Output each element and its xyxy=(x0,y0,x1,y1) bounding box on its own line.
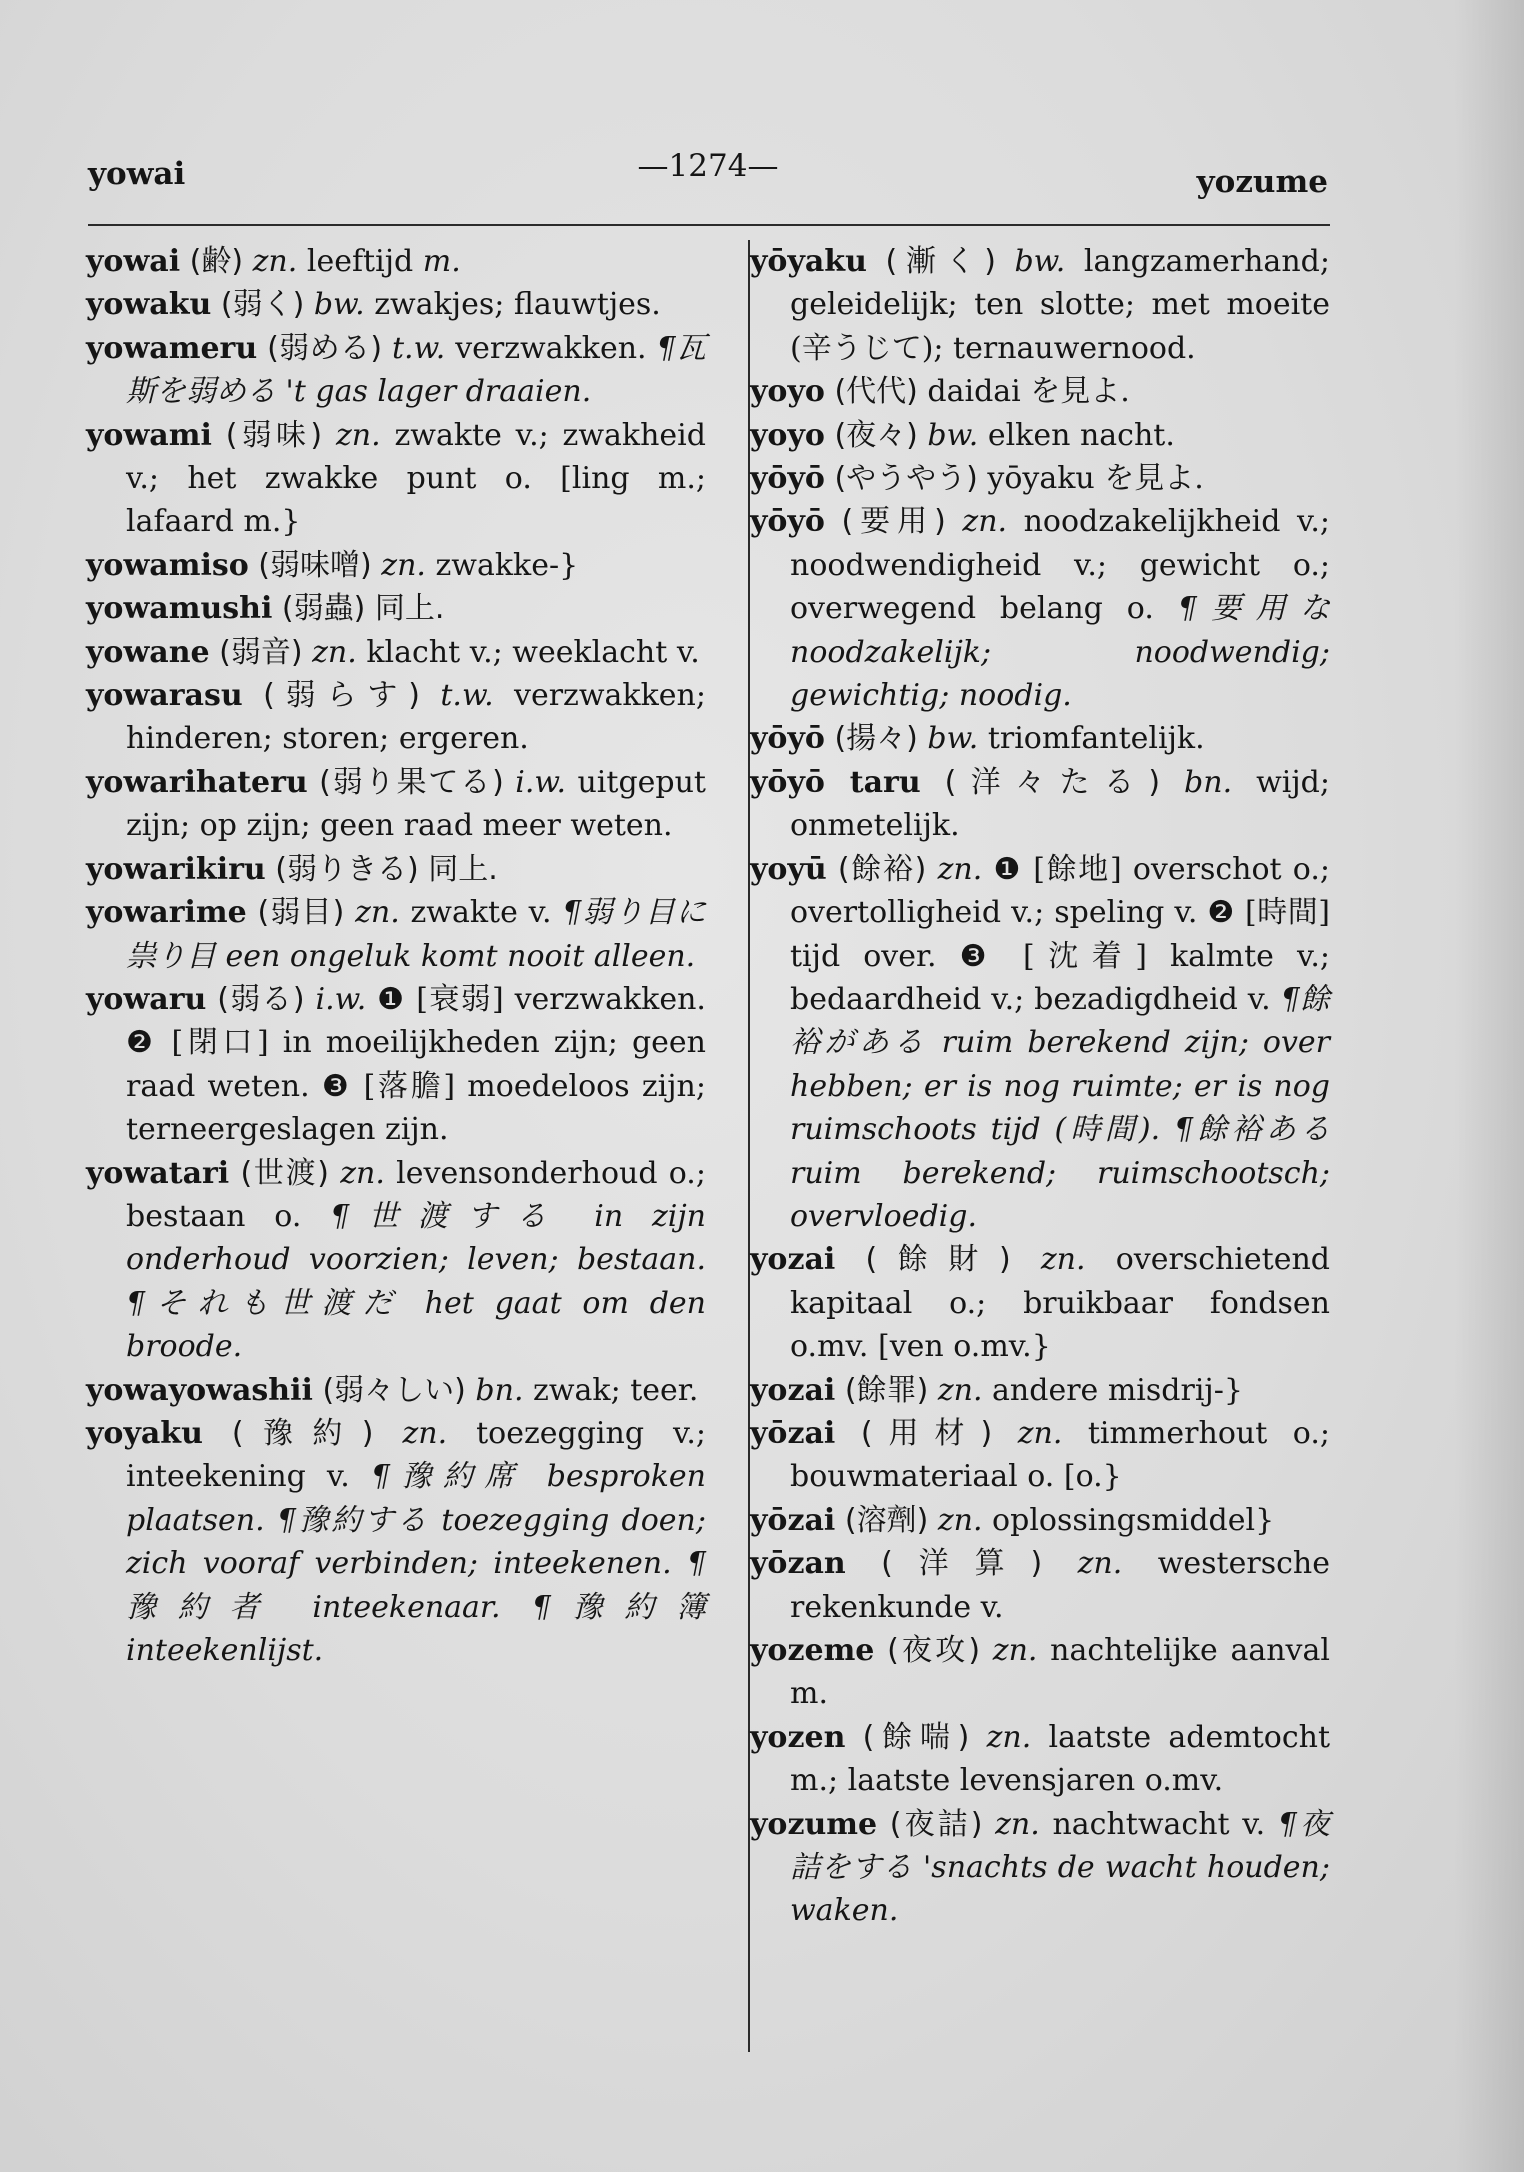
kanji: (洋算) xyxy=(881,1546,1043,1582)
part-of-speech: zn. xyxy=(995,1806,1040,1842)
dictionary-entry xyxy=(750,717,1330,760)
dictionary-entry xyxy=(86,1369,706,1412)
kanji: (齢) xyxy=(189,244,244,279)
dictionary-entry xyxy=(750,1499,1330,1542)
dictionary-entry xyxy=(750,1369,1330,1412)
definition: zwakke-} xyxy=(435,547,579,583)
definition: zwakte v.; zwakheid v.; het zwakke punt o. xyxy=(126,417,706,497)
kanji: (餘財) xyxy=(865,1242,1011,1278)
definition: levensonderhoud o.; bestaan o. xyxy=(126,1155,706,1234)
dictionary-entry xyxy=(86,240,706,283)
kanji: (餘喘) xyxy=(862,1719,970,1755)
headword: yowaru xyxy=(86,981,207,1017)
kanji: (弱る) xyxy=(217,981,305,1017)
kanji: (餘裕) xyxy=(837,851,927,887)
page-number: —1274— xyxy=(637,148,779,184)
part-of-speech: zn. xyxy=(355,895,400,931)
headword: yowayowashii xyxy=(86,1372,313,1408)
part-of-speech: zn. xyxy=(1017,1415,1063,1451)
example: ¶豫約席 besproken plaatsen. ¶豫約する toezegging doen; zich vooraf verbinden; inteekenen. ¶豫約者 inteekenaar. ¶豫約簿 inteekenlijst. xyxy=(126,1459,706,1668)
definition: overschietend kapitaal o.; bruikbaar fondsen o.mv. xyxy=(790,1242,1330,1365)
headword: yowamiso xyxy=(86,547,249,583)
part-of-speech: t.w. xyxy=(440,678,494,714)
dictionary-entry xyxy=(86,848,706,891)
definition: timmerhout o.; bouwmateriaal o. xyxy=(790,1415,1330,1495)
dictionary-entry xyxy=(750,848,1330,1239)
header-left-guide-word: yowai xyxy=(88,156,186,192)
headword: yōyō xyxy=(750,721,825,757)
kanji: (弱々しい) xyxy=(322,1372,466,1408)
definition: leeftijd xyxy=(306,244,414,279)
example: ¶夜詰をする 'snachts de wacht houden; waken. xyxy=(790,1806,1330,1929)
headword: yoyo xyxy=(750,417,825,453)
example: ¶要用な noodzakelijk; noodwendig; gewichtig; noodig. xyxy=(790,591,1330,714)
definition: oplossingsmiddel} xyxy=(992,1502,1275,1538)
headword: yozen xyxy=(750,1719,846,1755)
dictionary-entry xyxy=(86,327,706,414)
definition: wijd; onmetelijk. xyxy=(790,764,1330,844)
part-of-speech: zn. xyxy=(937,1372,983,1408)
headword: yōyō xyxy=(750,504,825,540)
headword: yowatari xyxy=(86,1155,230,1191)
part-of-speech: zn. xyxy=(992,1633,1038,1668)
dictionary-entry xyxy=(750,457,1330,500)
dictionary-entry xyxy=(86,891,706,978)
headword: yozeme xyxy=(750,1633,875,1668)
dictionary-entry xyxy=(86,283,706,326)
part-of-speech: t.w. xyxy=(392,330,446,366)
part-of-speech: i.w. xyxy=(315,981,367,1017)
run-over-text: [o.} xyxy=(1063,1459,1122,1495)
definition: nachtelijke aanval m. xyxy=(790,1633,1330,1712)
definition: klacht v.; weeklacht v. xyxy=(366,634,700,670)
part-of-speech: bn. xyxy=(1184,764,1233,800)
kanji: (弱蟲) xyxy=(281,591,366,627)
example: ¶弱り目に祟り目 een ongeluk komt nooit alleen. xyxy=(126,895,706,974)
gender: m. xyxy=(422,244,461,279)
headword: yowarime xyxy=(86,895,247,931)
part-of-speech: i.w. xyxy=(515,764,567,800)
definition: 同上. xyxy=(428,851,498,887)
headword: yowane xyxy=(86,634,210,670)
header-rule xyxy=(88,224,1330,226)
headword: yozai xyxy=(750,1242,836,1278)
part-of-speech: bw. xyxy=(1014,244,1066,279)
headword: yōzai xyxy=(750,1415,836,1451)
kanji: (溶劑) xyxy=(844,1502,929,1538)
definition: uitgeput zijn; op zijn; geen raad meer weten. xyxy=(126,764,706,844)
definition: westersche rekenkunde v. xyxy=(790,1546,1330,1625)
kanji: (弱目) xyxy=(257,895,345,931)
definition: zwakte v. xyxy=(410,895,552,931)
part-of-speech: zn. xyxy=(381,547,426,583)
definition: elken nacht. xyxy=(987,417,1175,453)
run-over-text: [ven o.mv.} xyxy=(878,1329,1051,1365)
headword: yowarikiru xyxy=(86,851,266,887)
headword: yowarasu xyxy=(86,678,243,714)
definition: ❶ [餘地] overschot o.; overtolligheid v.; speling v. ❷ [時間] tijd over. ❸ [沈着] kalmte v.; bedaardheid v.; bezadigdheid v. xyxy=(790,851,1330,1017)
part-of-speech: bw. xyxy=(313,287,365,323)
dictionary-entry xyxy=(750,1542,1330,1629)
headword: yowami xyxy=(86,417,212,453)
dictionary-entry xyxy=(86,631,706,674)
kanji: (夜詰) xyxy=(889,1806,983,1842)
kanji: (弱味) xyxy=(225,417,323,453)
kanji: (夜攻) xyxy=(887,1633,981,1668)
dictionary-entry xyxy=(750,500,1330,717)
definition: 同上. xyxy=(374,591,445,627)
definition: yōyaku を見よ. xyxy=(987,461,1204,497)
part-of-speech: zn. xyxy=(312,634,357,670)
dictionary-entry xyxy=(750,1238,1330,1368)
definition: noodzakelijkheid v.; noodwendigheid v.; gewicht o.; overwegend belang o. xyxy=(790,504,1330,627)
definition: toezegging v.; inteekening v. xyxy=(126,1415,707,1495)
headword: yōyō xyxy=(750,461,825,497)
definition: andere misdrij-} xyxy=(992,1372,1243,1408)
definition: ❶ [衰弱] verzwakken. ❷ [閉口] in moeilijkheden zijn; geen raad weten. ❸ [落膽] moedeloos zijn; terneergeslagen zijn. xyxy=(126,981,706,1148)
headword: yōzan xyxy=(750,1546,846,1582)
dictionary-entry xyxy=(86,414,706,544)
part-of-speech: zn. xyxy=(402,1415,448,1451)
dictionary-entry xyxy=(86,761,706,848)
headword: yowameru xyxy=(86,330,258,366)
kanji: (弱く) xyxy=(220,287,305,323)
dictionary-entry xyxy=(750,1716,1330,1803)
headword: yoyo xyxy=(750,374,825,410)
part-of-speech: bn. xyxy=(475,1372,524,1408)
example: ¶世渡する in zijn onderhoud voorzien; leven; bestaan. ¶それも世渡だ het gaat om den broode. xyxy=(126,1198,706,1365)
definition: nachtwacht v. xyxy=(1052,1806,1266,1842)
kanji: (揚々) xyxy=(834,721,918,757)
dictionary-entry xyxy=(750,1803,1330,1933)
part-of-speech: zn. xyxy=(1040,1242,1086,1278)
kanji: (世渡) xyxy=(240,1155,329,1191)
headword: yowaku xyxy=(86,287,212,323)
run-over-text: [ling m.; lafaard m.} xyxy=(126,461,706,540)
part-of-speech: zn. xyxy=(937,1502,983,1538)
part-of-speech: zn. xyxy=(340,1155,385,1191)
kanji: (弱める) xyxy=(267,330,383,366)
headword: yowarihateru xyxy=(86,764,308,800)
part-of-speech: zn. xyxy=(937,851,983,887)
example: ¶瓦斯を弱める 't gas lager draaien. xyxy=(126,330,706,410)
definition: daidai を見よ. xyxy=(927,374,1130,410)
example: ¶餘裕がある ruim berekend zijn; over hebben; er is nog ruimte; er is nog ruimschoots tijd (時間). ¶餘裕ある ruim berekend; ruimschootsch; overvloedig. xyxy=(790,981,1330,1234)
kanji: (弱味噌) xyxy=(258,547,372,583)
page-header xyxy=(88,148,1328,198)
kanji: (豫約) xyxy=(231,1415,374,1451)
definition: laatste ademtocht m.; laatste levensjaren o.mv. xyxy=(790,1719,1330,1799)
headword: yoyaku xyxy=(86,1415,203,1451)
dictionary-entry xyxy=(750,1412,1330,1499)
dictionary-entry xyxy=(750,370,1330,413)
dictionary-entry xyxy=(750,414,1330,457)
part-of-speech: bw. xyxy=(927,417,979,453)
headword: yoyū xyxy=(750,851,827,887)
dictionary-entry xyxy=(86,1152,706,1369)
part-of-speech: zn. xyxy=(1077,1546,1123,1582)
kanji: (弱らす) xyxy=(263,678,420,714)
part-of-speech: zn. xyxy=(986,1719,1032,1755)
definition: verzwakken. xyxy=(455,330,647,366)
definition: zwakjes; flauwtjes. xyxy=(374,287,661,323)
headword: yozai xyxy=(750,1372,836,1408)
kanji: (弱音) xyxy=(219,634,303,670)
dictionary-entry xyxy=(86,587,706,630)
kanji: (要用) xyxy=(841,504,946,540)
headword: yozume xyxy=(750,1806,878,1842)
left-column xyxy=(86,240,706,1672)
kanji: (代代) xyxy=(834,374,918,410)
headword: yōyaku xyxy=(750,244,867,279)
page-edge-shadow xyxy=(1454,0,1524,2172)
header-right-guide-word: yozume xyxy=(1196,164,1328,200)
headword: yōzai xyxy=(750,1502,836,1538)
headword: yowai xyxy=(86,244,181,279)
kanji: (用材) xyxy=(860,1415,993,1451)
definition: verzwakken; hinderen; storen; ergeren. xyxy=(126,678,706,757)
dictionary-entry xyxy=(750,240,1330,370)
headword: yōyō taru xyxy=(750,764,921,800)
kanji: (やうやう) xyxy=(834,461,978,497)
dictionary-entry xyxy=(86,544,706,587)
dictionary-entry xyxy=(750,1629,1330,1716)
kanji: (漸く) xyxy=(885,244,996,279)
kanji: (洋々たる) xyxy=(944,764,1161,800)
definition: langzamerhand; geleidelijk; ten slotte; met moeite (辛うじて); ternauwernood. xyxy=(790,244,1330,366)
part-of-speech: zn. xyxy=(335,417,381,453)
dictionary-entry xyxy=(750,761,1330,848)
part-of-speech: zn. xyxy=(252,244,298,279)
dictionary-entry xyxy=(86,1412,706,1672)
dictionary-entry xyxy=(86,978,706,1152)
right-column xyxy=(750,240,1330,1933)
part-of-speech: zn. xyxy=(962,504,1008,540)
kanji: (夜々) xyxy=(834,417,918,453)
dictionary-entry xyxy=(86,674,706,761)
definition: zwak; teer. xyxy=(533,1372,699,1408)
part-of-speech: bw. xyxy=(927,721,979,757)
headword: yowamushi xyxy=(86,591,273,627)
definition: triomfantelijk. xyxy=(987,721,1205,757)
kanji: (餘罪) xyxy=(844,1372,929,1408)
kanji: (弱り果てる) xyxy=(319,764,504,800)
kanji: (弱りきる) xyxy=(275,851,419,887)
